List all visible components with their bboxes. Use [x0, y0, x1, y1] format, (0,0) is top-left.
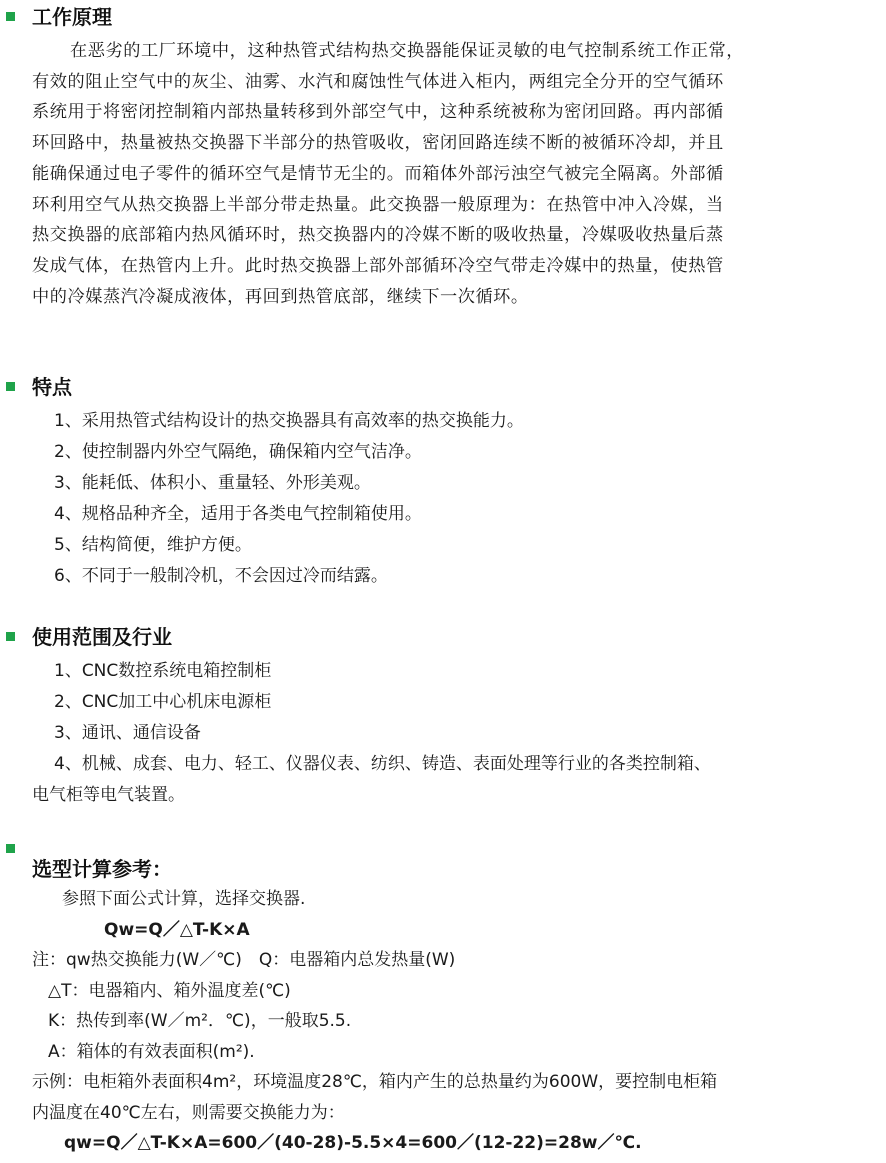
usage-item-4-continued: 电气柜等电气装置。 — [32, 785, 185, 805]
usage-item-1: 1、CNC数控系统电箱控制柜 — [54, 661, 272, 681]
calc-heading — [0, 842, 886, 884]
feature-item-5: 5、结构简便，维护方便。 — [54, 535, 252, 555]
principle-line-9: 中的冷媒蒸汽冷凝成液体，再回到热管底部，继续下一次循环。 — [32, 286, 529, 307]
calc-note: 注：qw热交换能力(W／℃) Q：电器箱内总发热量(W) — [32, 950, 456, 970]
usage-list — [0, 656, 886, 811]
features-list — [0, 406, 886, 592]
feature-item-2: 2、使控制器内外空气隔绝，确保箱内空气洁净。 — [54, 442, 422, 462]
green-square-bullet-icon — [6, 844, 15, 853]
principle-paragraph — [0, 36, 886, 312]
green-square-bullet-icon — [6, 12, 15, 21]
green-square-bullet-icon — [6, 632, 15, 641]
calc-result: qw=Q／△T-K×A=600／(40-28)-5.5×4=600／(12-22)=28w／℃. — [64, 1133, 642, 1153]
principle-title: 工作原理 — [32, 5, 112, 29]
principle-line-6: 环利用空气从热交换器上半部分带走热量。此交换器一般原理为：在热管中冲入冷媒，当 — [32, 194, 724, 215]
feature-item-3: 3、能耗低、体积小、重量轻、外形美观。 — [54, 473, 371, 493]
feature-item-4: 4、规格品种齐全，适用于各类电气控制箱使用。 — [54, 504, 422, 524]
features-title: 特点 — [32, 375, 72, 399]
principle-heading — [0, 2, 886, 32]
principle-line-1: 在恶劣的工厂环境中，这种热管式结构热交换器能保证灵敏的电气控制系统工作正常， — [70, 41, 745, 61]
principle-line-2: 有效的阻止空气中的灰尘、油雾、水汽和腐蚀性气体进入柜内，两组完全分开的空气循环 — [32, 71, 724, 92]
calc-title: 选型计算参考： — [32, 857, 172, 881]
principle-line-3: 系统用于将密闭控制箱内部热量转移到外部空气中，这种系统被称为密闭回路。再内部循 — [32, 102, 724, 123]
green-square-bullet-icon — [6, 382, 15, 391]
calc-formula: Qw=Q／△T-K×A — [104, 919, 250, 940]
principle-line-8: 发成气体，在热管内上升。此时热交换器上部外部循环冷空气带走冷媒中的热量，使热管 — [32, 255, 724, 276]
principle-line-7: 热交换器的底部箱内热风循环时，热交换器内的冷媒不断的吸收热量，冷媒吸收热量后蒸 — [32, 225, 724, 246]
principle-line-5: 能确保通过电子零件的循环空气是情节无尘的。而箱体外部污浊空气被完全隔离。外部循 — [32, 163, 724, 184]
calc-k-definition: K：热传到率(W／m²．℃)，一般取5.5. — [48, 1011, 352, 1031]
feature-item-1: 1、采用热管式结构设计的热交换器具有高效率的热交换能力。 — [54, 411, 524, 431]
calc-example-line-2: 内温度在40℃左右，则需要交换能力为： — [32, 1102, 345, 1123]
usage-item-3: 3、通讯、通信设备 — [54, 723, 201, 743]
feature-item-6: 6、不同于一般制冷机，不会因过冷而结露。 — [54, 566, 388, 586]
usage-heading — [0, 622, 886, 652]
calc-delta-t: △T：电器箱内、箱外温度差(℃) — [48, 980, 291, 1001]
section-features — [0, 372, 886, 592]
usage-title: 使用范围及行业 — [32, 625, 172, 649]
section-principle — [0, 2, 886, 312]
principle-line-4: 环回路中，热量被热交换器下半部分的热管吸收，密闭回路连续不断的被循环冷却，并且 — [32, 133, 724, 154]
calc-a-definition: A：箱体的有效表面积(m²). — [48, 1041, 255, 1062]
features-heading — [0, 372, 886, 402]
section-usage — [0, 622, 886, 811]
usage-item-4: 4、机械、成套、电力、轻工、仪器仪表、纺织、铸造、表面处理等行业的各类控制箱、 — [54, 754, 711, 774]
usage-item-2: 2、CNC加工中心机床电源柜 — [54, 692, 272, 712]
calc-example-line-1: 示例：电柜箱外表面积4m²，环境温度28℃，箱内产生的总热量约为600W，要控制电柜箱 — [32, 1072, 718, 1092]
calc-body — [0, 884, 886, 1159]
calc-intro: 参照下面公式计算，选择交换器. — [62, 889, 306, 909]
section-calculation — [0, 842, 886, 1159]
